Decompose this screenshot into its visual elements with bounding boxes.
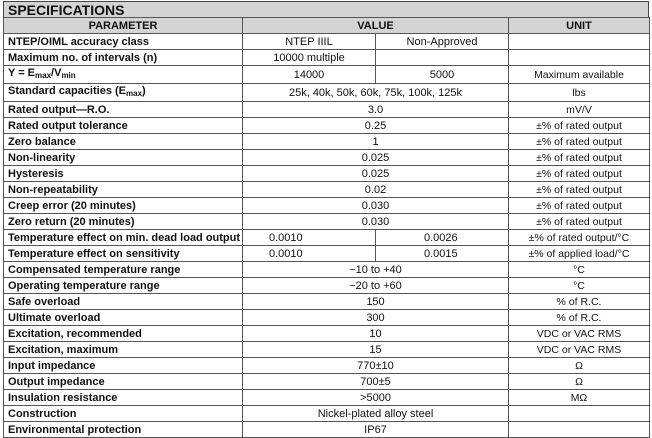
parameter-cell: Compensated temperature range [4,262,243,278]
table-row [4,326,650,342]
unit-cell [509,34,650,50]
unit-cell [509,50,650,66]
value-cell-left: 14000 [243,66,376,84]
parameter-cell: Creep error (20 minutes) [4,198,243,214]
parameter-subscript: max [35,71,52,80]
value-cell-left: 0.0010 [243,230,376,246]
unit-cell: °C [509,278,650,294]
table-row [4,294,650,310]
unit-cell: MΩ [509,390,650,406]
value-cell: 0.030 [243,198,509,214]
header-value: VALUE [243,18,509,34]
table-row [4,66,650,84]
value-cell-right [376,50,509,66]
unit-cell: % of R.C. [509,310,650,326]
value-cell: −20 to +60 [243,278,509,294]
unit-cell: ±% of rated output [509,198,650,214]
table-row [4,278,650,294]
value-cell: Nickel-plated alloy steel [243,406,509,422]
parameter-cell: Temperature effect on min. dead load output [4,230,243,246]
parameter-subscript: min [61,71,76,80]
value-cell: 0.030 [243,214,509,230]
table-row [4,84,650,102]
table-row [4,166,650,182]
unit-cell [509,406,650,422]
header-parameter: PARAMETER [4,18,243,34]
parameter-text: Y = E [8,67,36,79]
value-cell: 0.25 [243,118,509,134]
parameter-cell: NTEP/OIML accuracy class [4,34,243,50]
section-title: SPECIFICATIONS [3,1,649,17]
table-header-row [4,18,650,34]
value-cell-left: 0.0010 [243,246,376,262]
value-cell: 770±10 [243,358,509,374]
header-unit: UNIT [509,18,650,34]
unit-cell: % of R.C. [509,294,650,310]
value-cell: 1 [243,134,509,150]
value-cell: IP67 [243,422,509,438]
parameter-cell: Input impedance [4,358,243,374]
parameter-cell [4,84,243,102]
table-row [4,310,650,326]
unit-cell: Ω [509,374,650,390]
value-cell: 700±5 [243,374,509,390]
parameter-cell: Hysteresis [4,166,243,182]
table-row [4,406,650,422]
table-row [4,230,650,246]
parameter-cell: Temperature effect on sensitivity [4,246,243,262]
table-row [4,422,650,438]
table-body [4,34,650,438]
unit-cell: Ω [509,358,650,374]
table-row [4,34,650,50]
value-cell-right: Non-Approved [376,34,509,50]
parameter-cell: Excitation, maximum [4,342,243,358]
value-cell-right: 5000 [376,66,509,84]
specifications-table [3,17,650,438]
parameter-cell: Non-repeatability [4,182,243,198]
value-cell-left: 10000 multiple [243,50,376,66]
value-cell: 25k, 40k, 50k, 60k, 75k, 100k, 125k [243,84,509,102]
unit-cell: °C [509,262,650,278]
table-row [4,150,650,166]
parameter-cell: Operating temperature range [4,278,243,294]
table-row [4,342,650,358]
parameter-cell: Ultimate overload [4,310,243,326]
unit-cell: ±% of rated output/°C [509,230,650,246]
value-cell: 150 [243,294,509,310]
value-cell: 300 [243,310,509,326]
unit-cell [509,422,650,438]
unit-cell: lbs [509,84,650,102]
parameter-cell: Safe overload [4,294,243,310]
table-row [4,118,650,134]
value-cell: 0.025 [243,166,509,182]
unit-cell: Maximum available [509,66,650,84]
table-row [4,214,650,230]
unit-cell: VDC or VAC RMS [509,342,650,358]
parameter-text: ) [142,85,146,97]
parameter-cell: Excitation, recommended [4,326,243,342]
value-cell-right: 0.0026 [376,230,509,246]
value-cell: 15 [243,342,509,358]
parameter-cell: Output impedance [4,374,243,390]
value-cell: 10 [243,326,509,342]
unit-cell: ±% of applied load/°C [509,246,650,262]
value-cell: 3.0 [243,102,509,118]
table-row [4,50,650,66]
value-cell: 0.025 [243,150,509,166]
value-cell: >5000 [243,390,509,406]
parameter-cell: Rated output tolerance [4,118,243,134]
table-row [4,198,650,214]
value-cell-right: 0.0015 [376,246,509,262]
table-row [4,358,650,374]
parameter-cell [4,66,243,84]
parameter-cell: Non-linearity [4,150,243,166]
unit-cell: ±% of rated output [509,118,650,134]
table-row [4,390,650,406]
parameter-cell: Environmental protection [4,422,243,438]
parameter-text: Standard capacities (E [8,85,126,97]
value-cell: 0.02 [243,182,509,198]
parameter-subscript: max [126,89,143,98]
unit-cell: ±% of rated output [509,166,650,182]
parameter-cell: Rated output—R.O. [4,102,243,118]
table-row [4,134,650,150]
unit-cell: ±% of rated output [509,182,650,198]
parameter-cell: Zero balance [4,134,243,150]
parameter-cell: Zero return (20 minutes) [4,214,243,230]
unit-cell: mV/V [509,102,650,118]
value-cell: −10 to +40 [243,262,509,278]
parameter-cell: Insulation resistance [4,390,243,406]
parameter-cell: Construction [4,406,243,422]
table-row [4,182,650,198]
table-row [4,374,650,390]
table-row [4,262,650,278]
parameter-cell: Maximum no. of intervals (n) [4,50,243,66]
parameter-text: /V [51,67,62,79]
unit-cell: VDC or VAC RMS [509,326,650,342]
table-row [4,102,650,118]
table-row [4,246,650,262]
unit-cell: ±% of rated output [509,214,650,230]
specifications-panel [3,1,649,438]
unit-cell: ±% of rated output [509,134,650,150]
value-cell-left: NTEP IIIL [243,34,376,50]
unit-cell: ±% of rated output [509,150,650,166]
